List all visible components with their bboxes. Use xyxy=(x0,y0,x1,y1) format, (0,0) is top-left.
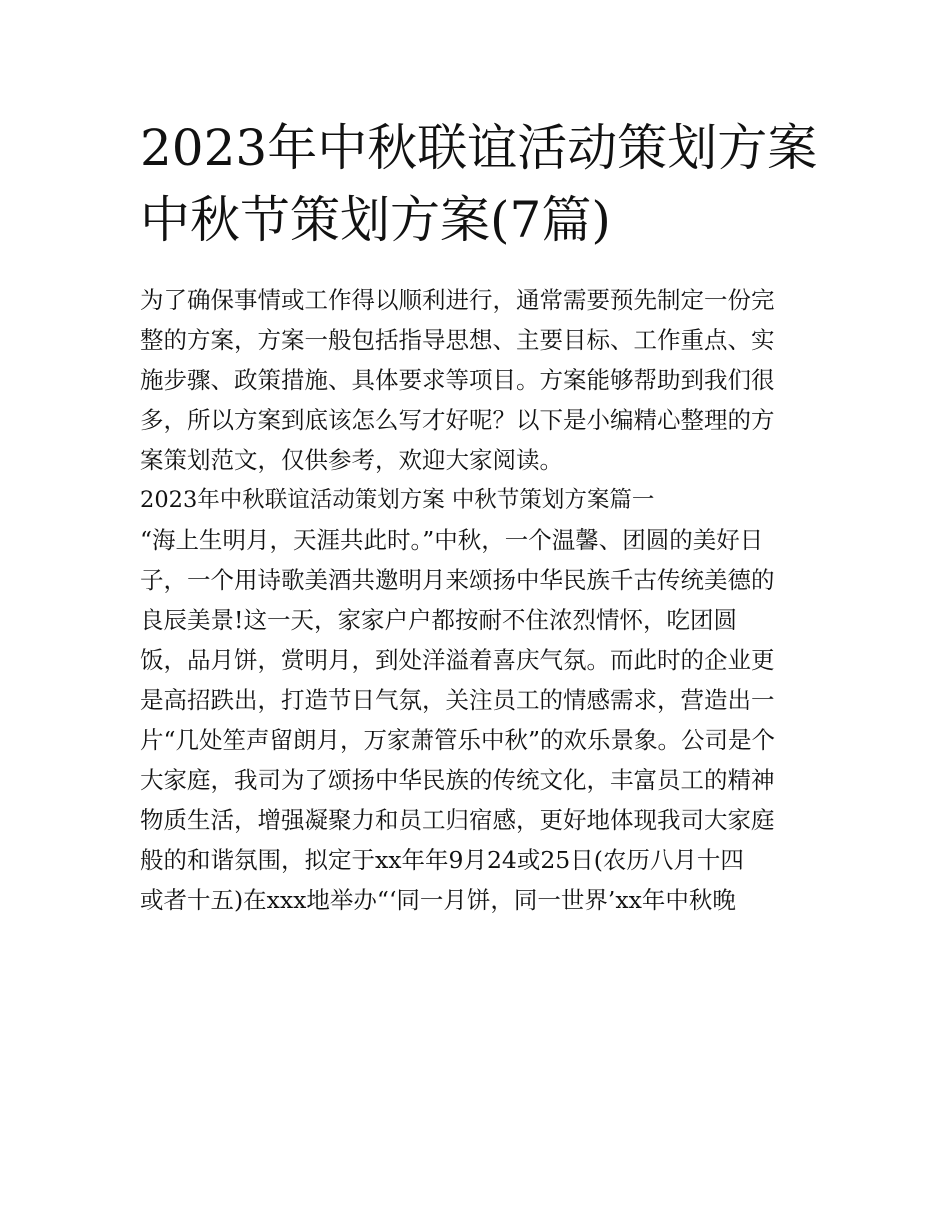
intro-paragraph xyxy=(140,280,820,480)
section-line: 良辰美景!这一天，家家户户都按耐不住浓烈情怀，吃团圆 xyxy=(140,606,737,634)
section-line: 般的和谐氛围，拟定于xx年年9月24或25日(农历八月十四 xyxy=(140,846,744,874)
section-line: 子，一个用诗歌美酒共邀明月来颂扬中华民族千古传统美德的 xyxy=(140,566,775,594)
section-line: 片“几处笙声留朗月，万家萧管乐中秋”的欢乐景象。公司是个 xyxy=(140,726,776,754)
section-line: 饭，品月饼，赏明月，到处洋溢着喜庆气氛。而此时的企业更 xyxy=(140,646,775,674)
section-paragraph xyxy=(140,520,820,920)
title-line-2: 中秋节策划方案(7篇) xyxy=(140,191,611,249)
document-title xyxy=(140,112,840,256)
intro-line: 为了确保事情或工作得以顺利进行，通常需要预先制定一份完 xyxy=(140,286,775,314)
intro-line: 案策划范文，仅供参考，欢迎大家阅读。 xyxy=(140,446,563,474)
document-body xyxy=(140,280,820,920)
section-line: “海上生明月，天涯共此时。”中秋，一个温馨、团圆的美好日 xyxy=(140,526,764,554)
section-line: 是高招跌出，打造节日气氛，关注员工的情感需求，营造出一 xyxy=(140,686,775,714)
section-line: 大家庭，我司为了颂扬中华民族的传统文化，丰富员工的精神 xyxy=(140,766,775,794)
section-heading: 2023年中秋联谊活动策划方案 中秋节策划方案篇一 xyxy=(140,487,655,513)
title-line-1: 2023年中秋联谊活动策划方案 xyxy=(140,119,818,177)
section-line: 物质生活，增强凝聚力和员工归宿感，更好地体现我司大家庭 xyxy=(140,806,775,834)
intro-line: 整的方案，方案一般包括指导思想、主要目标、工作重点、实 xyxy=(140,326,775,354)
intro-line: 多，所以方案到底该怎么写才好呢？以下是小编精心整理的方 xyxy=(140,406,775,434)
intro-line: 施步骤、政策措施、具体要求等项目。方案能够帮助到我们很 xyxy=(140,366,775,394)
section-line: 或者十五)在xxx地举办“‘同一月饼，同一世界’xx年中秋晚 xyxy=(140,886,736,914)
